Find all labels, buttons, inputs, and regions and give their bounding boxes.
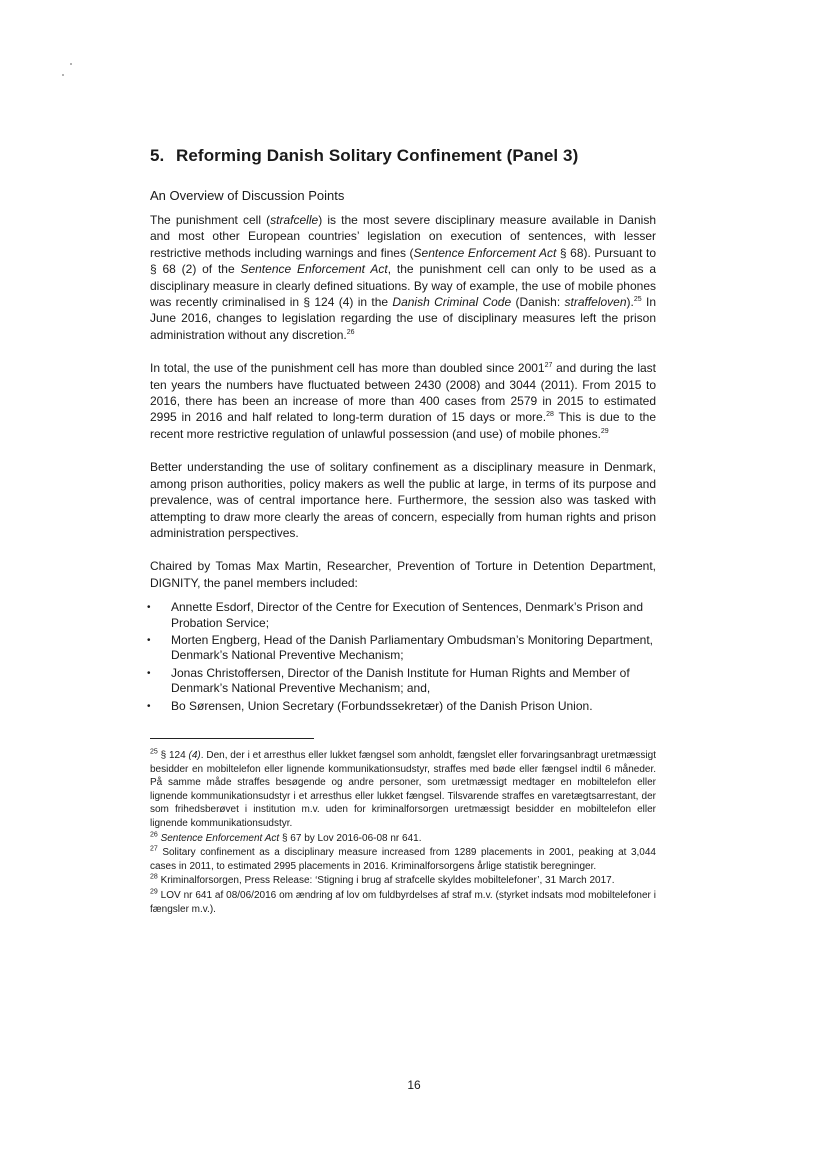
- text-run: § 124: [157, 749, 189, 761]
- footnote-ref: 28: [546, 411, 554, 419]
- footnote-number: 25: [150, 748, 158, 756]
- footnote-divider: [150, 738, 314, 739]
- italic-term: Sentence Enforcement Act: [413, 245, 557, 260]
- italic-term: strafcelle: [270, 213, 319, 227]
- list-item: [147, 600, 656, 631]
- footnote-number: 29: [150, 888, 158, 896]
- scan-speck: [62, 74, 64, 76]
- footnote-25: [150, 749, 656, 831]
- italic-term: straffeloven: [564, 295, 627, 310]
- list-item: [147, 665, 656, 697]
- panel-members-list: [147, 600, 656, 714]
- list-item: [147, 698, 656, 714]
- section-subheading: An Overview of Discussion Points: [150, 188, 345, 203]
- paragraph-understanding: Better understanding the use of solitary confinement as a disciplinary measure in Denmark, among prison authorities, policy makers as well the public at large, in terms of its purpose and prevalence, was of central importance here. Furthermore, the session also was tasked with attempting to draw more clearly the areas of concern, especially from human rights and prison administration perspectives.: [150, 460, 656, 540]
- footnote-ref: 27: [544, 362, 553, 370]
- bullet-icon: •: [147, 700, 151, 712]
- bullet-icon: •: [147, 634, 151, 646]
- footnote-ref: 29: [600, 427, 609, 435]
- list-item-text: Jonas Christoffersen, Director of the Danish Institute for Human Rights and Member of Denmark’s National Preventive Mechanism; and,: [171, 665, 630, 696]
- footnote-ref: 26: [346, 328, 355, 336]
- section-number: 5.: [150, 146, 165, 165]
- text-run: This is due to the recent more restrictive regulation of unlawful possession (and use) of mobile phones.: [150, 410, 657, 441]
- text-run: § 68). Pursuant to § 68 (2) of the: [150, 245, 656, 277]
- bullet-icon: •: [147, 667, 151, 679]
- text-run: Kriminalforsorgen, Press Release: ‘Stigning i brug af strafcelle skyldes mobiltelefoner’, 31 March 2017.: [157, 875, 615, 887]
- text-run: The punishment cell (: [150, 213, 271, 227]
- main-content: [147, 146, 657, 917]
- footnote-28: [150, 874, 656, 888]
- text-run: ) is the most severe disciplinary measure available in Danish and most other European countries’ legislation on execution of sentences, with lesser restrictive methods including warnings and fines (: [150, 213, 656, 260]
- footnote-26: [150, 832, 656, 846]
- text-run: and during the last ten years the numbers have fluctuated between 2430 (2008) and 3044 (2011). From 2015 to 2016, there has been an increase of more than 400 cases from 2579 in 2015 to estimated 2995 in 2016 and half related to long-term duration of 15 days or more.: [150, 361, 656, 425]
- text-run: In total, the use of the punishment cell has more than doubled since 2001: [150, 361, 545, 376]
- footnote-29: [150, 889, 656, 916]
- italic-term: (4): [188, 749, 201, 761]
- paragraph-punishment-cell: [150, 212, 656, 343]
- text-run: § 67 by Lov 2016-06-08 nr 641.: [279, 832, 422, 844]
- footnote-27: [150, 846, 656, 873]
- list-item: [147, 632, 656, 664]
- text-run: . Den, der i et arresthus eller lukket fængsel som anholdt, fængslet eller forvaringsanbragt uretmæssigt besidder en mobiltelefon eller lignende kommunikationsudstyr, straffes med bøde eller fængsel indtil 6 måneder. På samme måde straffes besøgende og andre personer, som uretmæssigt medtager en mobiltelefon eller lignende kommunikationsudstyr i et arresthus eller lukket fængsel. Tilsvarende straffes en varetægtsarrestant, der som frihedsberøvet i institution m.v. uden for kriminalforsorgen uretmæssigt besidder en mobiltelefon eller lignende kommunikationsudstyr.: [150, 749, 656, 829]
- text-run: LOV nr 641 af 08/06/2016 om ændring af lov om fuldbyrdelses af straf m.v. (styrket indsats mod mobiltelefoner i fængsler m.v.).: [150, 889, 656, 915]
- scan-speck: [70, 63, 72, 65]
- footnote-number: 26: [150, 831, 158, 839]
- italic-term: Danish Criminal Code: [392, 295, 512, 310]
- footnote-number: 27: [150, 845, 158, 853]
- list-item-text: Annette Esdorf, Director of the Centre for Execution of Sentences, Denmark’s Prison and Probation Service;: [171, 600, 644, 630]
- text-run: Solitary confinement as a disciplinary measure increased from 1289 placements in 2001, peaking at 3,044 cases in 2011, to estimated 2995 placements in 2016. Kriminalforsorgens årlige statistik beregninger.: [150, 847, 656, 872]
- bullet-icon: •: [147, 602, 151, 614]
- footnote-ref: 25: [633, 296, 642, 304]
- paragraph-chair: Chaired by Tomas Max Martin, Researcher, Prevention of Torture in Detention Department, DIGNITY, the panel members included:: [150, 559, 656, 590]
- section-title: Reforming Danish Solitary Confinement (Panel 3): [176, 146, 579, 165]
- page-number: 16: [407, 1078, 421, 1092]
- italic-term: Sentence Enforcement Act: [240, 262, 388, 277]
- paragraph-statistics: [150, 360, 656, 442]
- text-run: ).: [626, 295, 634, 310]
- list-item-text: Morten Engberg, Head of the Danish Parliamentary Ombudsman’s Monitoring Department, Denmark’s National Preventive Mechanism;: [171, 632, 654, 663]
- scan-specks: [62, 60, 82, 80]
- text-run: In June 2016, changes to legislation regarding the use of disciplinary measures left the prison administration without any discretion.: [150, 295, 657, 342]
- text-run: , the punishment cell can only to be used as a disciplinary measure in clearly defined situations. By way of example, the use of mobile phones was recently criminalised in § 124 (4) in the: [150, 262, 656, 310]
- list-item-text: Bo Sørensen, Union Secretary (Forbundssekretær) of the Danish Prison Union.: [171, 698, 593, 713]
- footnote-number: 28: [150, 873, 158, 881]
- section-heading: [150, 146, 656, 166]
- italic-term: Sentence Enforcement Act: [160, 832, 280, 844]
- text-run: (Danish:: [511, 295, 565, 310]
